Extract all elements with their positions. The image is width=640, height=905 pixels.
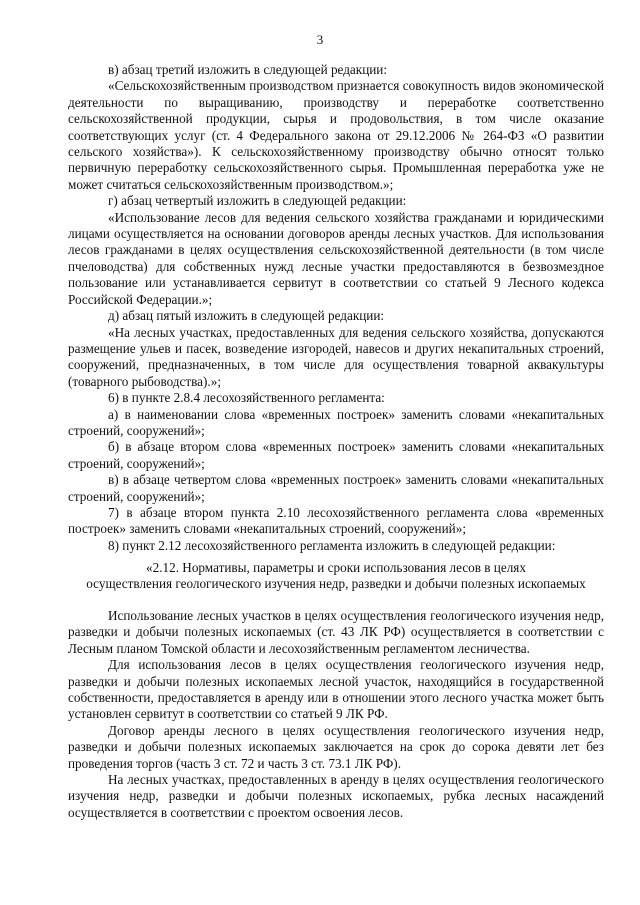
paragraph-forest-use-agriculture: «Использование лесов для ведения сельского хозяйства гражданами и юридическими лицами осуществляется на основании договоров аренды лесных участков. Для использования лесов гражданами в целях осуществления сельскохозяйственной деятельности (в том числе пчеловодства) для собственных нужд лесные участки предоставляются в безвозмездное пользование или устанавливается сервитут в соответствии со статьей 9 Лесного кодекса Российской Федерации.»;: [68, 209, 604, 307]
paragraph-geology-3: Договор аренды лесного в целях осуществления геологического изучения недр, разведки и добычи полезных ископаемых заключается на срок до сорока девяти лет без проведения торгов (часть 3 ст. 72 и часть 3 ст. 73.1 ЛК РФ).: [68, 722, 604, 771]
heading-line-2: осуществления геологического изучения недр, разведки и добычи полезных ископаемых: [86, 576, 586, 592]
paragraph-d-heading: д) абзац пятый изложить в следующей редакции:: [108, 308, 385, 324]
paragraph-geology-2: Для использования лесов в целях осуществления геологического изучения недр, разведки и добычи полезных ископаемых лесной участок, находящийся в государственной собственности, предоставляется в аренду или в отношении этого лесного участка может быть установлен сервитут в соответствии со статьей 9 ЛК РФ.: [68, 657, 604, 722]
paragraph-item-6v: в) в абзаце четвертом слова «временных построек» заменить словами «некапитальных строений, сооружений»;: [68, 472, 604, 504]
paragraph-v-heading: в) абзац третий изложить в следующей редакции:: [108, 62, 388, 77]
paragraph-geology-4: На лесных участках, предоставленных в аренду в целях осуществления геологического изучения недр, разведки и добычи полезных ископаемых, рубка лесных насаждений осуществляется в соответствии с проектом освоения лесов.: [68, 772, 604, 820]
paragraph-item-8: 8) пункт 2.12 лесохозяйственного регламента изложить в следующей редакции:: [108, 537, 556, 553]
paragraph-beehives: «На лесных участках, предоставленных для ведения сельского хозяйства, допускаются размещение ульев и пасек, возведение изгородей, навесов и других некапитальных строений, сооружений, предназначенных, в том числе для осуществления товарной аквакультуры (товарного рыбоводства).»;: [68, 324, 604, 389]
heading-line-1: «2.12. Нормативы, параметры и сроки использования лесов в целях: [146, 560, 526, 575]
geology-section: [68, 608, 604, 821]
page-number: 3: [316, 32, 324, 47]
paragraph-item-6a: а) в наименовании слова «временных построек» заменить словами «некапитальных строений, сооружений»;: [68, 406, 604, 438]
paragraph-item-6b: б) в абзаце втором слова «временных построек» заменить словами «некапитальных строений, сооружений»;: [68, 439, 604, 471]
paragraph-item-7: 7) в абзаце втором пункта 2.10 лесохозяйственного регламента слова «временных построек» заменить словами «некапитальных строений, сооружений»;: [68, 504, 604, 537]
section-heading: [68, 560, 604, 593]
paragraph-geology-1: Использование лесных участков в целях осуществления геологического изучения недр, разведки и добычи полезных ископаемых (ст. 43 ЛК РФ) осуществляется в соответствии с Лесным планом Томской области и лесохозяйственным регламентом лесничества.: [68, 608, 604, 656]
paragraph-agricultural-production: «Сельскохозяйственным производством признается совокупность видов экономической деятельности по выращиванию, производству и переработке соответственно сельскохозяйственной продукции, сырья и продовольствия, в том числе оказание соответствующих услуг (ст. 4 Федерального закона от 29.12.2006 № 264-ФЗ «О развитии сельского хозяйства»). К сельскохозяйственному производству обычно относят только первичную переработку сельскохозяйственного сырья. Промышленная переработка уже не может считаться сельскохозяйственным производством.»;: [68, 78, 604, 192]
paragraph-g-heading: г) абзац четвертый изложить в следующей редакции:: [108, 193, 407, 209]
paragraph-item-6: 6) в пункте 2.8.4 лесохозяйственного регламента:: [108, 390, 385, 406]
amendments-section: [68, 62, 604, 554]
